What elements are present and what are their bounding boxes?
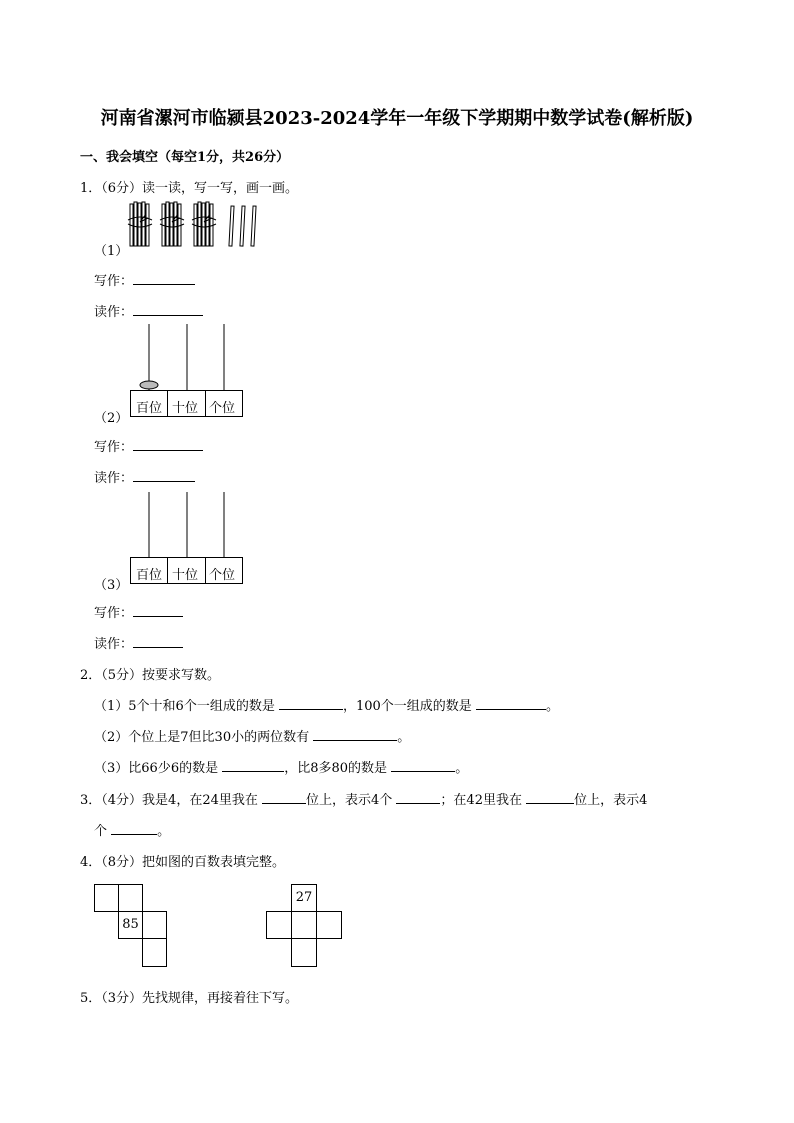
abacus-label-tens: 十位: [172, 568, 199, 583]
question-3-line-1: 3．（4分）我是4，在24里我在 位上，表示4个 ；在42里我在 位上，表示4: [80, 793, 648, 808]
answer-blank[interactable]: [133, 635, 183, 648]
answer-blank[interactable]: [133, 469, 195, 482]
abacus-bead-icon: [140, 381, 158, 389]
write-label: 写作：: [94, 270, 195, 289]
read-label: 读作：: [94, 301, 203, 320]
single-stick-icon: [229, 206, 256, 246]
question-2-part-1: （1）5个十和6个一组成的数是 ，100个一组成的数是 。: [94, 699, 559, 714]
abacus-label-ones: 个位: [209, 401, 236, 416]
answer-blank[interactable]: [262, 791, 306, 804]
bundle-of-ten-icon: [128, 202, 152, 246]
hundred-chart-cell[interactable]: [118, 884, 143, 912]
answer-blank[interactable]: [133, 303, 203, 316]
question-2-stem: 2．（5分）按要求写数。: [80, 668, 221, 683]
hundred-chart-cell: 27: [291, 884, 317, 912]
answer-blank[interactable]: [133, 604, 183, 617]
question-5-stem: 5．（3分）先找规律，再接着往下写。: [80, 991, 299, 1006]
hundred-chart-cell[interactable]: [142, 938, 167, 967]
section-heading: 一、我会填空（每空1分，共26分）: [80, 150, 290, 165]
hundred-chart-cell[interactable]: [266, 911, 292, 939]
write-label: 写作：: [94, 436, 203, 455]
hundred-chart-cell[interactable]: [291, 938, 317, 967]
page-title: 河南省漯河市临颍县2023-2024学年一年级下学期期中数学试卷(解析版): [100, 108, 694, 129]
part-1-number: （1）: [94, 244, 129, 259]
read-label: 读作：: [94, 633, 183, 652]
answer-blank[interactable]: [391, 759, 455, 772]
question-2-part-3: （3）比66少6的数是 ，比8多80的数是 。: [94, 761, 469, 776]
answer-blank[interactable]: [133, 272, 195, 285]
part-3-number: （3）: [94, 578, 129, 593]
answer-blank[interactable]: [476, 697, 546, 710]
hundred-chart-cell: 85: [118, 911, 143, 939]
question-2-part-2: （2）个位上是7但比30小的两位数有 。: [94, 730, 411, 745]
answer-blank[interactable]: [313, 728, 397, 741]
answer-blank[interactable]: [133, 438, 203, 451]
stick-bundles-illustration: [128, 200, 268, 250]
hundred-chart-cell[interactable]: [316, 911, 342, 939]
answer-blank[interactable]: [222, 759, 284, 772]
abacus-label-hundreds: 百位: [136, 568, 163, 583]
abacus-label-hundreds: 百位: [136, 401, 163, 416]
part-2-number: （2）: [94, 411, 129, 426]
read-label: 读作：: [94, 467, 195, 486]
hundred-chart-cell[interactable]: [94, 884, 119, 912]
abacus-label-ones: 个位: [209, 568, 236, 583]
question-4-stem: 4．（8分）把如图的百数表填完整。: [80, 855, 286, 870]
answer-blank[interactable]: [111, 822, 157, 835]
question-1-stem: 1．（6分）读一读，写一写，画一画。: [80, 181, 299, 196]
question-3-line-2: 个 。: [94, 824, 171, 839]
bundle-of-ten-icon: [192, 202, 216, 246]
answer-blank[interactable]: [526, 791, 574, 804]
hundred-chart-cell[interactable]: [291, 911, 317, 939]
bundle-of-ten-icon: [160, 202, 184, 246]
write-label: 写作：: [94, 602, 183, 621]
answer-blank[interactable]: [279, 697, 343, 710]
abacus-label-tens: 十位: [172, 401, 199, 416]
answer-blank[interactable]: [396, 791, 440, 804]
hundred-chart-cell[interactable]: [142, 911, 167, 939]
